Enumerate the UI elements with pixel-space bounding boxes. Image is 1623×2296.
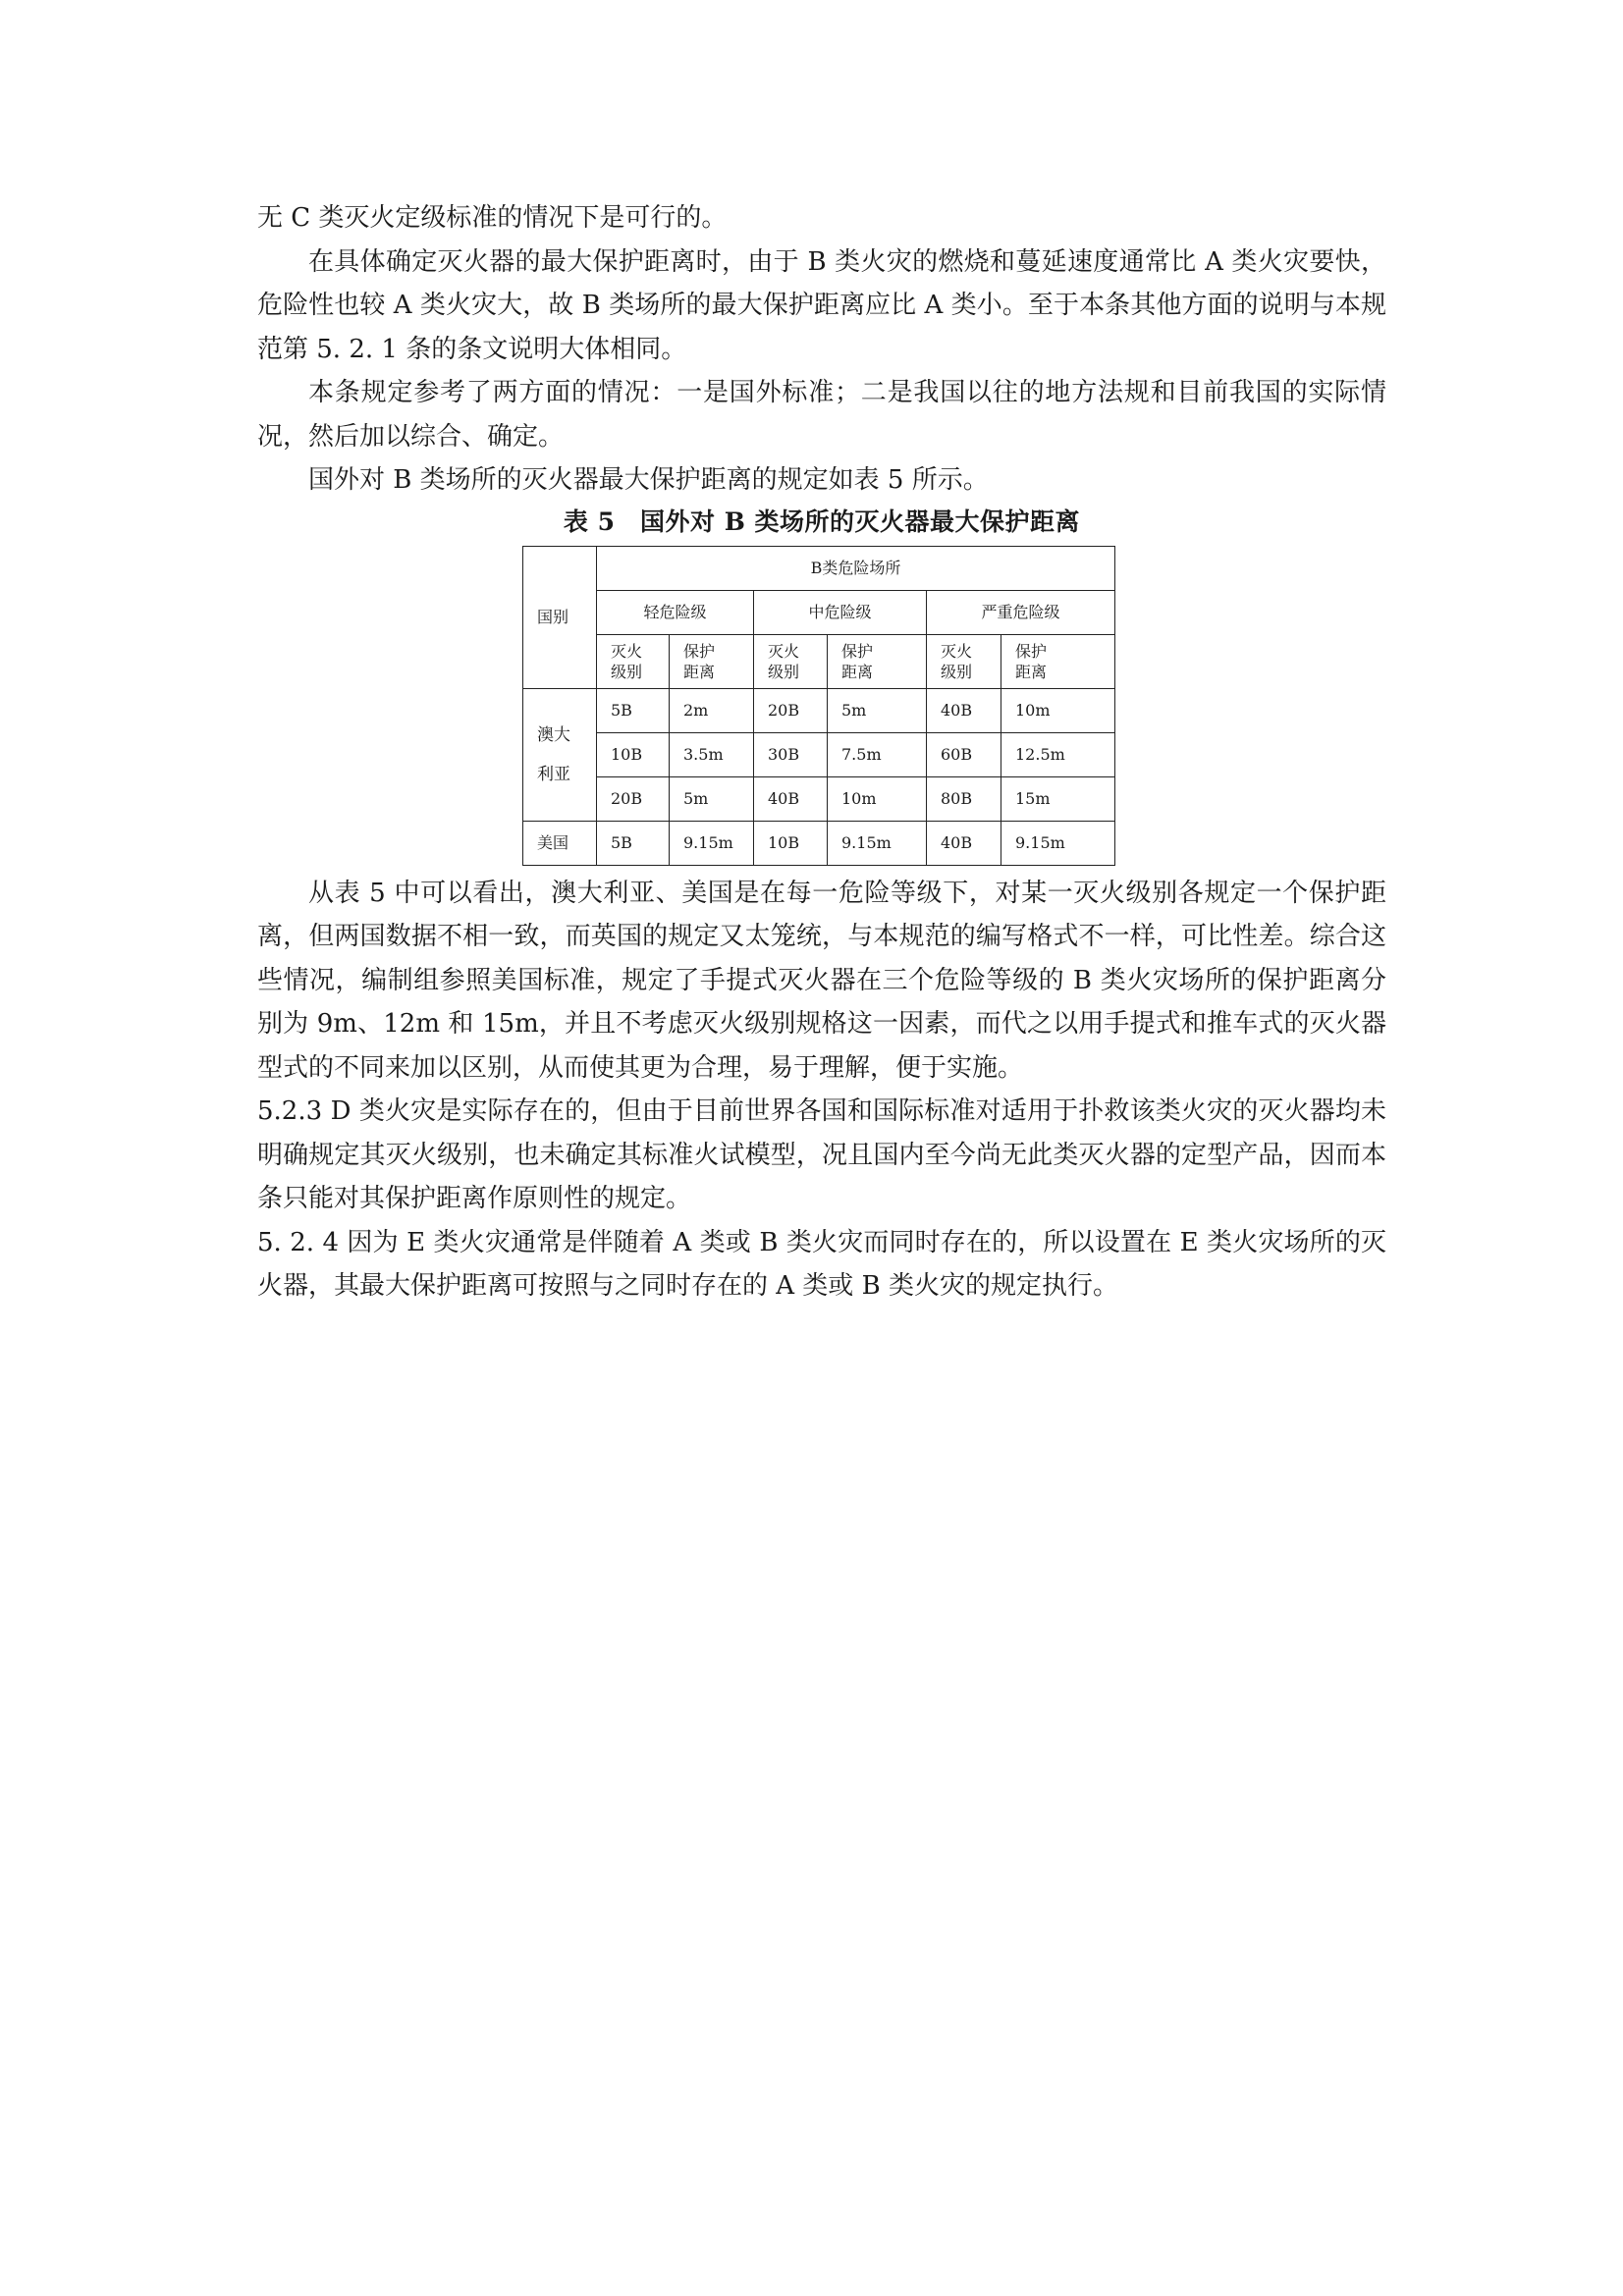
header-row-3 (523, 634, 1115, 688)
table-row (523, 821, 1115, 865)
sub-distance: 保护 距离 (670, 634, 754, 688)
table-wrapper (522, 546, 1114, 866)
table-cell: 40B (754, 776, 828, 821)
table-cell: 7.5m (828, 732, 927, 776)
sub-rating: 灭火 级别 (597, 634, 670, 688)
table-cell: 5B (597, 821, 670, 865)
level-severe: 严重危险级 (927, 590, 1115, 634)
paragraph-4: 国外对 B 类场所的灭火器最大保护距离的规定如表 5 所示。 (308, 465, 989, 495)
sub-distance: 保护 距离 (828, 634, 927, 688)
header-row-2 (523, 590, 1115, 634)
table-caption: 表 5 国外对 B 类场所的灭火器最大保护距离 (563, 507, 1081, 536)
sub-rating: 灭火 级别 (927, 634, 1001, 688)
level-light: 轻危险级 (597, 590, 754, 634)
table-cell: 10m (1001, 688, 1115, 732)
table-row (523, 732, 1115, 776)
paragraph-1: 无 C 类灭火定级标准的情况下是可行的。 (257, 203, 728, 233)
table-cell: 9.15m (828, 821, 927, 865)
sub-rating: 灭火 级别 (754, 634, 828, 688)
table-cell: 2m (670, 688, 754, 732)
table-cell: 60B (927, 732, 1001, 776)
table-cell: 40B (927, 688, 1001, 732)
level-medium: 中危险级 (754, 590, 927, 634)
header-country: 国别 (523, 546, 597, 688)
table-cell: 9.15m (670, 821, 754, 865)
table-cell: 80B (927, 776, 1001, 821)
table-cell: 15m (1001, 776, 1115, 821)
country-usa: 美国 (523, 821, 597, 865)
table-cell: 5m (670, 776, 754, 821)
table-cell: 20B (597, 776, 670, 821)
paragraph-5: 从表 5 中可以看出，澳大利亚、美国是在每一危险等级下，对某一灭火级别各规定一个保护距离，但两国数据不相一致，而英国的规定又太笼统，与本规范的编写格式不一样，可比性差。综合这些情况，编制组参照美国标准，规定了手提式灭火器在三个危险等级的 B 类火灾场所的保护距离分别为 9m、12m 和 15m，并且不考虑灭火级别规格这一因素，而代之以用手提式和推车式的灭火器型式的不同来加以区别，从而使其更为合理，易于理解，便于实施。 (257, 878, 1386, 1083)
header-group: B类危险场所 (597, 546, 1115, 590)
paragraph-2: 在具体确定灭火器的最大保护距离时，由于 B 类火灾的燃烧和蔓延速度通常比 A 类火灾要快，危险性也较 A 类火灾大，故 B 类场所的最大保护距离应比 A 类小。至于本条其他方面的说明与本规范第 5. 2. 1 条的条文说明大体相同。 (257, 246, 1386, 364)
header-row-1 (523, 546, 1115, 590)
table-cell: 10m (828, 776, 927, 821)
paragraphs-bottom (257, 872, 1386, 1308)
paragraph-3: 本条规定参考了两方面的情况：一是国外标准；二是我国以往的地方法规和目前我国的实际情况，然后加以综合、确定。 (257, 378, 1386, 452)
table-cell: 12.5m (1001, 732, 1115, 776)
paragraphs-top (257, 196, 1386, 503)
table-cell: 5B (597, 688, 670, 732)
table-cell: 5m (828, 688, 927, 732)
sub-distance: 保护 距离 (1001, 634, 1115, 688)
table-cell: 40B (927, 821, 1001, 865)
protection-distance-table (522, 546, 1115, 866)
table-row (523, 776, 1115, 821)
table-cell: 9.15m (1001, 821, 1115, 865)
table-row (523, 688, 1115, 732)
country-australia: 澳大 利亚 (523, 688, 597, 821)
table-cell: 20B (754, 688, 828, 732)
document-page (257, 196, 1386, 1308)
paragraph-6: 5.2.3 D 类火灾是实际存在的，但由于目前世界各国和国际标准对适用于扑救该类火灾的灭火器均未明确规定其灭火级别，也未确定其标准火试模型，况且国内至今尚无此类灭火器的定型产品，因而本条只能对其保护距离作原则性的规定。 (257, 1096, 1386, 1213)
table-cell: 3.5m (670, 732, 754, 776)
table-cell: 30B (754, 732, 828, 776)
table-cell: 10B (754, 821, 828, 865)
table-cell: 10B (597, 732, 670, 776)
paragraph-7: 5. 2. 4 因为 E 类火灾通常是伴随着 A 类或 B 类火灾而同时存在的，所以设置在 E 类火灾场所的灭火器，其最大保护距离可按照与之同时存在的 A 类或 B 类火灾的规定执行。 (257, 1227, 1386, 1301)
